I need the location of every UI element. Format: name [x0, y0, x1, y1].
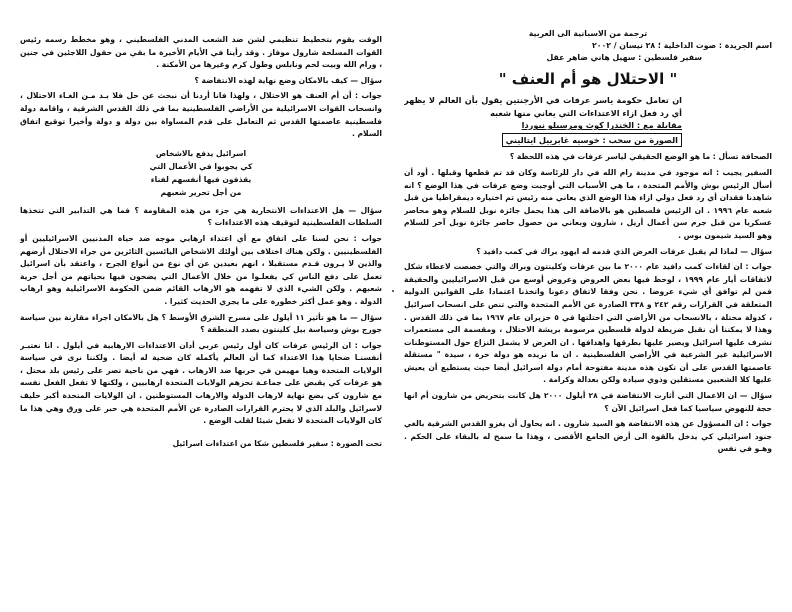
- poem-block: [20, 147, 382, 199]
- poem-line: يقذفون فيها أنفسهم لفناء: [150, 174, 252, 184]
- right-paragraph: سؤال — ان الاعمال التي أثارت الانتفاضة في ٢٨ أيلول ٢٠٠٠ هل كانت بتحريض من شارون أم انها حجة للنهوض سياسيا كما فعل اسرائيل الآن ؟: [404, 391, 772, 413]
- left-paragraph: جواب : نحن لسنا على اتفاق مع أي اعتداء ارهابي موجه ضد حياة المدنيين الاسرائيليين أو الفلسطينيين . ولكن هناك اختلاف بين أولئك الاشخاص اليائسين الثائرين من جراء الاحتلال أرضهم والذين لا يـرون قـدم مستقبلا ، انهم بعيدين عن أي نوع من أنواع الجرح ، واعتقد بأن اسرائيل تعمل على دفع الناس كي يفعلـوا من خلال الأعمال التي يضحون فيها بحياتهم من أجل حرية شعبهم . ولكن الشيء الذي لا تفهمه هو الارهاب القائم ضمن الحكومة الاسرائيلية وهو ارهاب الدولة . وهو عمل أكثر خطورة على ما يجري الحديث كثيرا .: [20, 233, 382, 306]
- ambassador-line: سفير فلسطين : سهيل هاني ضاهر عقل: [546, 53, 702, 62]
- headline: " الاحتلال هو أم العنف ": [498, 70, 678, 88]
- newspaper-line: اسم الجريدة : صوت الداخلية ؛ ٢٨ نيسان / ٢٠٠٢: [591, 41, 772, 50]
- right-column: [404, 28, 772, 604]
- left-paragraph: جواب : ان الرئيس عرفات كان أول رئيس عربي أدان الاعتداءات الارهابية في أيلول . انا نعتبـر أنفسنـا ضحايا هذا الاعتداء كما أن العالم يأكمله كان ضحية له أيضا . ولكننا نرى في سياسة الولايات المتحدة وهيا مهيمن في حربها ضد الارهاب . فهي من ناحية تصر على رئيس بلد محتل ، هو عرفات كي يقبض على جماعـة تحزهم الولايات المتحدة ارهابيين ، ولكنها لا تفعل الفعل نفسه مع شارون كي يضع نهاية لارهاب الدولة والارهاب المستوطنين . ان الولايات المتحدة أكبر حليف لاسرائيل والبلد الذي لا يحترم القرارات الصادرة عن الأمم المتحدة هي حبر على ورق وهي هذا ما كان الولايات المتحدة لا تفعل شيئا لقلب الوضع .: [20, 340, 382, 426]
- right-paragraph: السفير يجيب : انه موجود في مدينة رام الله في دار للرئاسة وكان قد تم قطعها وقبلها . أود أن أسأل الرئيس بوش والأمم المتحدة ، ما هي الأسباب التي أوجبت وضع عرفات في هذا الوضع ؟ انه شاهدنا فقدان أي رد فعل دولي ازاء هذا الوضع الذي يعاني منه رئيس تم اختياره ديمقراطيا من قبل شعبه عام ١٩٩٦ . ان الرئيس فلسطين هو بالاضافة الى هذا يحمل جائزة نوبل للسلام وهو محاصر عسكريا من قبل جرم سن أعمال أريل ، شارون وبعاني من حصول حاصر جائزة نوبل آخر للسلام وهو السيد شيمون بوس .: [404, 167, 772, 240]
- interview-by: مقابلة مع : الخندرا كوث ومرسيلو نيوردا: [521, 120, 682, 131]
- photo-credit: الصورة من سحب : خوسيه غابرييل ايتاليني: [502, 133, 682, 148]
- right-paragraph: جواب : ان لقاءات كمب دافيد عام ٢٠٠٠ ما بين عرفات وكلينتون وبراك والتي خصصت لاعطاء شكل لاتفاقات أيار عام ١٩٩٩ ، لوحظ فيها بعض العروض وعروض أوسع من قبل الاسرائيليين والحقيقة فمن لم توافق أي شيء عروضا . نحن وفقا لاتفاق دعونا واتخذنا اعتمادا على القوانين الدولية المتعلقة في القرارات رقم ٢٤٢ و ٣٣٨ الصادرة عن الأمم المتحدة والتي تنص على انسحاب اسرائيل ، كدولة محتلة ، بالانسحاب من الأراضي التي احتلتها في ٥ حزيران عام ١٩٦٧ بما في ذلك القدس . وهذا لا يمكننا أن نقبل ضريطة لدولة فلسطين مرسومة بريشة الاحتلال ، ومقسمة الى مستعمرات تشرف عليها اسرائيل ويصير عليها بطرقها واهدافها . ان العرض لا يشمل النزاع حول المستوطنات الاسرائيلية غير الشرعية في الأراضي الفلسطينية . ان ما نريده هو دولة حرة ، سيدة " مستقلة عاصمتها القدس على أن تكون هذه مدينة مفتوحة أمام دولة اسرائيل أيضا حيث يستطيع أن يعيش عليها كلا الشعبين مستقلين وذوي سيادة ولكن بعدالة وكرامة .: [404, 262, 772, 385]
- left-paragraph: سؤال — ما هو تأثير ١١ أيلول على مسرح الشرق الأوسط ؟ هل بالامكان اجراء مقارنة بين سياسة جورج بوش وسياسة بيل كلينتون بصدد المنطقة ؟: [20, 312, 382, 335]
- right-paragraph: سؤال — لماذا لم يقبل عرفات العرض الذي قدمه له ايهود براك في كمب دافيد ؟: [476, 246, 772, 256]
- translation-note: ترجمة من الاسبانية الى العربية: [528, 29, 648, 38]
- poem-line: من أجل تحرير شعبهم: [160, 187, 242, 197]
- poem-line: كي يجوبوا في الأعمال التي: [149, 161, 253, 171]
- poem-line: اسرائيل يدفع بالاشخاص: [155, 148, 247, 158]
- right-paragraph: جواب : ان المسؤول عن هذه الانتفاضة هو السيد شارون . انه يحاول أن يغزو القدس الشرقية بالغي جنود اسرائيلي كي يدخل بالقوة الى أرض الجامع الأقصى ، وهذا ما سمح له بالبقاء على الحكم . وهـو في نفس: [404, 419, 772, 454]
- left-column: [20, 34, 382, 610]
- scan-speck: [392, 290, 394, 292]
- photo-caption: تحت الصورة : سفير فلسطين شكا من اعتداءات اسرائيل: [172, 438, 382, 448]
- subheadline: ان تعامل حكومة ياسر عرفات في الأرجنتين يقول بأن العالم لا يظهر أي رد فعل ازاء الاعتداءات التي يعاني منها شعبه: [404, 95, 682, 118]
- right-paragraph: الصحافة تسأل : ما هو الوضع الحقيقي لياسر عرفات في هذه اللحظة ؟: [509, 152, 772, 162]
- left-paragraph: سؤال — كيف بالامكان وضع نهاية لهذه الانتفاضة ؟: [194, 75, 382, 85]
- left-paragraph: جواب : أن أم العنف هو الاحتلال ، ولهذا فانا أردنا أن نبحث عن حل فلا بـد مـن الغـاء الاحتلال ، وانسحاب القوات الاسرائيلية من الأراضي الفلسطينية بما في ذلك القدس الشرقية ، واقامة دولة فلسطينية عاصمتها القدس ثم التعامل على قدم المساواة بين دولة و دولة وأخيرا توقيع اتفاق السلام .: [20, 91, 382, 139]
- left-paragraph: الوقت يقوم بتخطيط تنظيمي لشن ضد الشعب المدني الفلسطيني ، وهو مخطط رسمه رئيس القوات المسلحة شارول موفاز . وقد رأينا في الأيام الأخيرة ما بقي من حقول اللاجئين في جنين ، ورام الله وبيت لحم ونابلس وطول كرم وغيرها من الأمكنة .: [20, 35, 382, 70]
- left-paragraph: سؤال — هل الاعتداءات الانتحارية هي جزء من هذه المقاومة ؟ فما هي التدابير التي تتخذها السلطات الفلسطينية لتوقيف هذه الاعتداءات ؟: [20, 205, 382, 228]
